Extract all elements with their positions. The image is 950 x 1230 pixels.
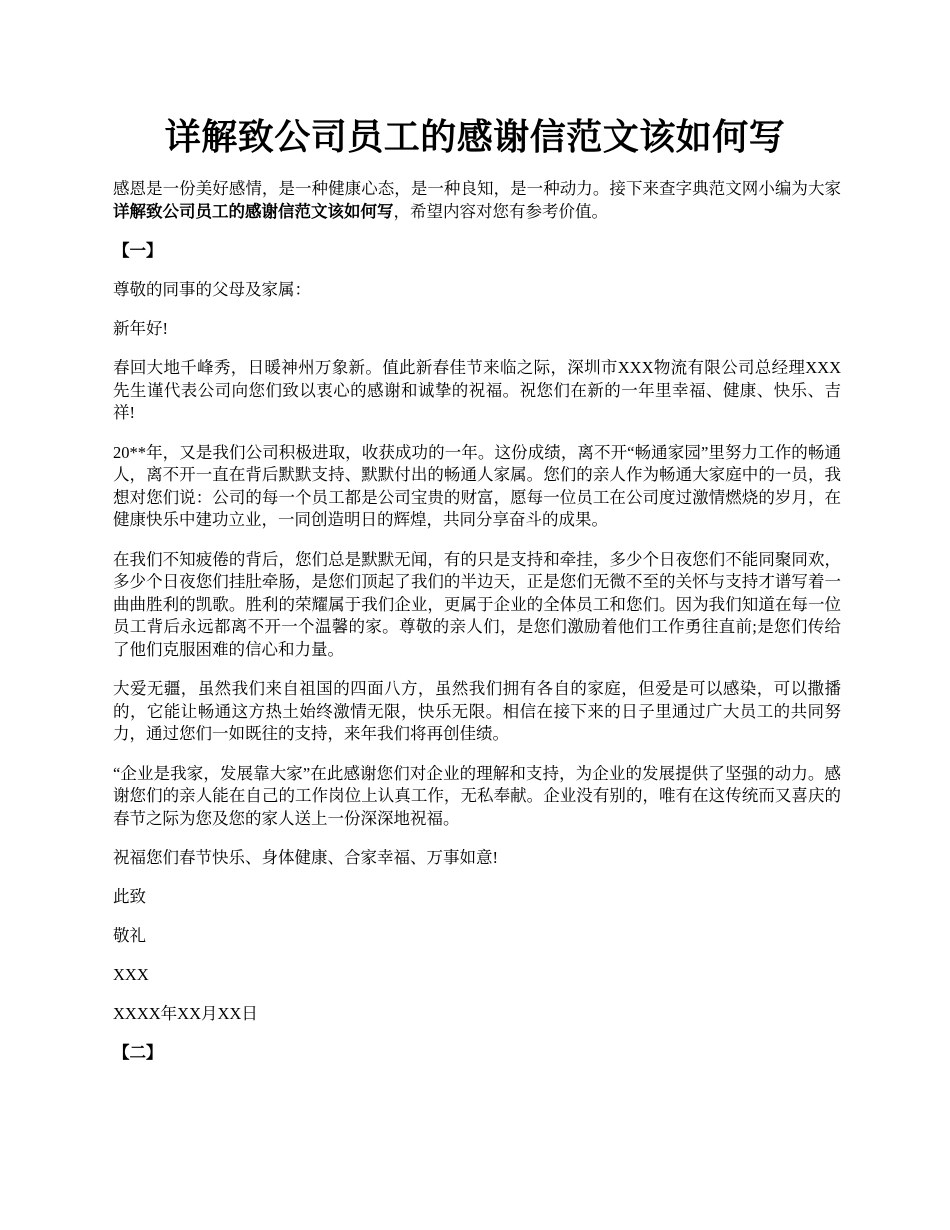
intro-paragraph bbox=[113, 178, 841, 223]
body-paragraph: 大爱无疆，虽然我们来自祖国的四面八方，虽然我们拥有各自的家庭，但爱是可以感染，可以撒播的，它能让畅通这方热土始终激情无限，快乐无限。相信在接下来的日子里通过广大员工的共同努力，通过您们一如既往的支持，来年我们将再创佳绩。 bbox=[113, 679, 841, 743]
body-paragraph: 春回大地千峰秀，日暖神州万象新。值此新春佳节来临之际，深圳市XXX物流有限公司总经理XXX先生谨代表公司向您们致以衷心的感谢和诚挚的祝福。祝您们在新的一年里幸福、健康、快乐、吉祥! bbox=[113, 358, 841, 422]
body-paragraph: “企业是我家，发展靠大家”在此感谢您们对企业的理解和支持，为企业的发展提供了坚强的动力。感谢您们的亲人能在自己的工作岗位上认真工作，无私奉献。企业没有别的，唯有在这传统而又喜庆的春节之际为您及您的家人送上一份深深地祝福。 bbox=[113, 763, 841, 828]
section-heading-1: 【一】 bbox=[113, 241, 163, 260]
closing-line-2: 敬礼 bbox=[113, 926, 146, 945]
salutation: 尊敬的同事的父母及家属： bbox=[113, 280, 311, 299]
intro-text-bold: 详解致公司员工的感谢信范文该如何写 bbox=[113, 201, 394, 221]
intro-text-after: ，希望内容对您有参考价值。 bbox=[393, 201, 608, 221]
intro-text-before: 感恩是一份美好感情，是一种健康心态，是一种良知，是一种动力。接下来查字典范文网小编为大家 bbox=[113, 179, 841, 198]
greeting: 新年好! bbox=[113, 319, 168, 338]
date-line: XXXX年XX月XX日 bbox=[113, 1004, 258, 1023]
blessing-line: 祝福您们春节快乐、身体健康、合家幸福、万事如意! bbox=[113, 848, 498, 867]
body-paragraph: 在我们不知疲倦的背后，您们总是默默无闻，有的只是支持和牵挂，多少个日夜您们不能同聚同欢，多少个日夜您们挂肚牵肠，是您们顶起了我们的半边天，正是您们无微不至的关怀与支持才谱写着一曲曲胜利的凯歌。胜利的荣耀属于我们企业，更属于企业的全体员工和您们。因为我们知道在每一位员工背后永远都离不开一个温馨的家。尊敬的亲人们，是您们激励着他们工作勇往直前;是您们传给了他们克服困难的信心和力量。 bbox=[113, 549, 841, 659]
document-title: 详解致公司员工的感谢信范文该如何写 bbox=[164, 117, 786, 157]
closing-line-1: 此致 bbox=[113, 887, 146, 906]
body-paragraph: 20**年，又是我们公司积极进取，收获成功的一年。这份成绩，离不开“畅通家园”里努力工作的畅通人，离不开一直在背后默默支持、默默付出的畅通人家属。您们的亲人作为畅通大家庭中的一员，我想对您们说：公司的每一个员工都是公司宝贵的财富，愿每一位员工在公司度过激情燃烧的岁月，在健康快乐中建功立业，一同创造明日的辉煌，共同分享奋斗的成果。 bbox=[113, 442, 841, 529]
section-heading-2: 【二】 bbox=[113, 1043, 163, 1062]
signature: XXX bbox=[113, 965, 149, 984]
document-body bbox=[113, 178, 841, 1081]
